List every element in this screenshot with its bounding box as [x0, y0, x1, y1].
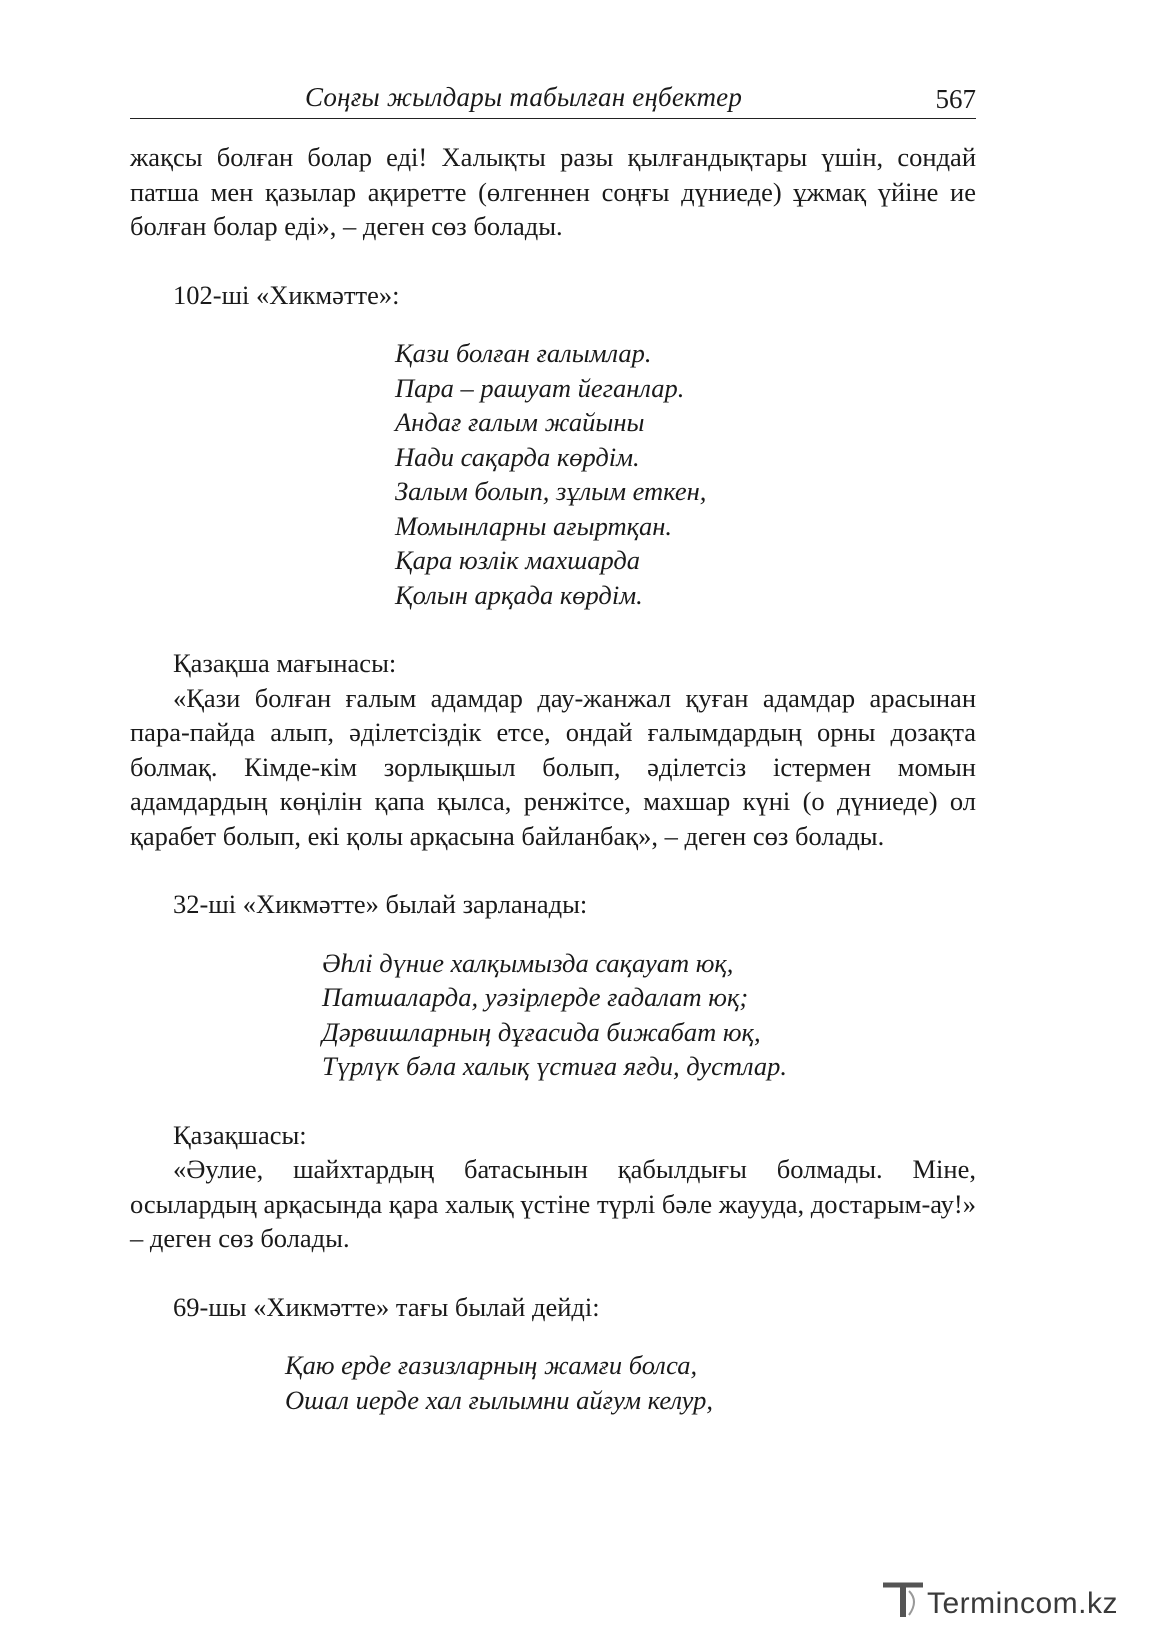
- verse-102: [130, 336, 976, 612]
- hikmet-69-heading: 69-шы «Хикмәтте» тағы былай дейді:: [173, 1291, 600, 1322]
- verse-line: Дәрвишларның дұғасида бижабат юқ,: [322, 1016, 761, 1047]
- watermark-text: Termincom.kz: [926, 1587, 1118, 1620]
- verse-line: Залым болып, зұлым еткен,: [395, 476, 707, 506]
- verse-line: Түрлүк бәла халық үстиға яғди, дустлар.: [322, 1051, 787, 1081]
- verse-line: Қаю ерде ғазизларның жамғи болса,: [285, 1350, 698, 1380]
- page-header: [130, 82, 976, 119]
- kazakh-translation-label: Қазақшасы:: [173, 1119, 307, 1150]
- running-title: Соңғы жылдары табылған еңбектер: [305, 82, 743, 112]
- watermark: [879, 1577, 1118, 1621]
- verse-32: [130, 946, 976, 1084]
- verse-line: Пара – рашуат йеганлар.: [395, 372, 685, 403]
- verse-line: Қара юзлік махшарда: [395, 545, 641, 575]
- verse-69: [130, 1348, 976, 1417]
- termincom-logo-icon: [879, 1577, 927, 1621]
- paragraph-continuation: жақсы болған болар еді! Халықты разы қылғандықтары үшін, сондай патша мен қазылар ақиретте (өлгеннен соңғы дүниеде) ұжмақ үйіне ие болған болар еді», – деген сөз болады.: [130, 142, 976, 241]
- verse-line: Патшаларда, уәзірлерде ғадалат юқ;: [322, 982, 749, 1012]
- verse-line: Нади сақарда көрдім.: [395, 441, 640, 472]
- page-body: [130, 140, 976, 1417]
- verse-line: Андағ ғалым жайыны: [395, 407, 645, 437]
- meaning-32-paragraph: «Әулие, шайхтардың батасынын қабылдығы болмады. Міне, осылардың арқасында қара халық үстіне түрлі бәле жаууда, достарым-ау!» – деген сөз болады.: [130, 1154, 977, 1253]
- meaning-102-paragraph: «Қази болған ғалым адамдар дау-жанжал қуған адамдар арасынан пара-пайда алып, әділетсіздік етсе, ондай ғалымдардың орны дозақта болмақ. Кімде-кім зорлықшыл болып, әділетсіз істермен момын адамдардың көңілін қапа қылса, ренжітсе, махшар күні (о дүниеде) ол қарабет болып, екі қолы арқасына байланбақ», – деген сөз болады.: [130, 682, 976, 851]
- verse-line: Қази болған ғалымлар.: [395, 338, 652, 368]
- hikmet-102-heading: 102-ші «Хикмәтте»:: [173, 279, 400, 310]
- hikmet-32-heading: 32-ші «Хикмәтте» былай зарланады:: [173, 889, 588, 919]
- kazakh-meaning-label: Қазақша мағынасы:: [173, 648, 397, 678]
- page-number: 567: [935, 84, 976, 114]
- verse-line: Ошал иерде хал ғылымни айғум келур,: [285, 1384, 713, 1415]
- verse-line: Момынларны ағыртқан.: [395, 510, 673, 541]
- verse-line: Әһлі дүние халқымызда сақауат юқ,: [322, 947, 734, 978]
- verse-line: Қолын арқада көрдім.: [395, 579, 643, 610]
